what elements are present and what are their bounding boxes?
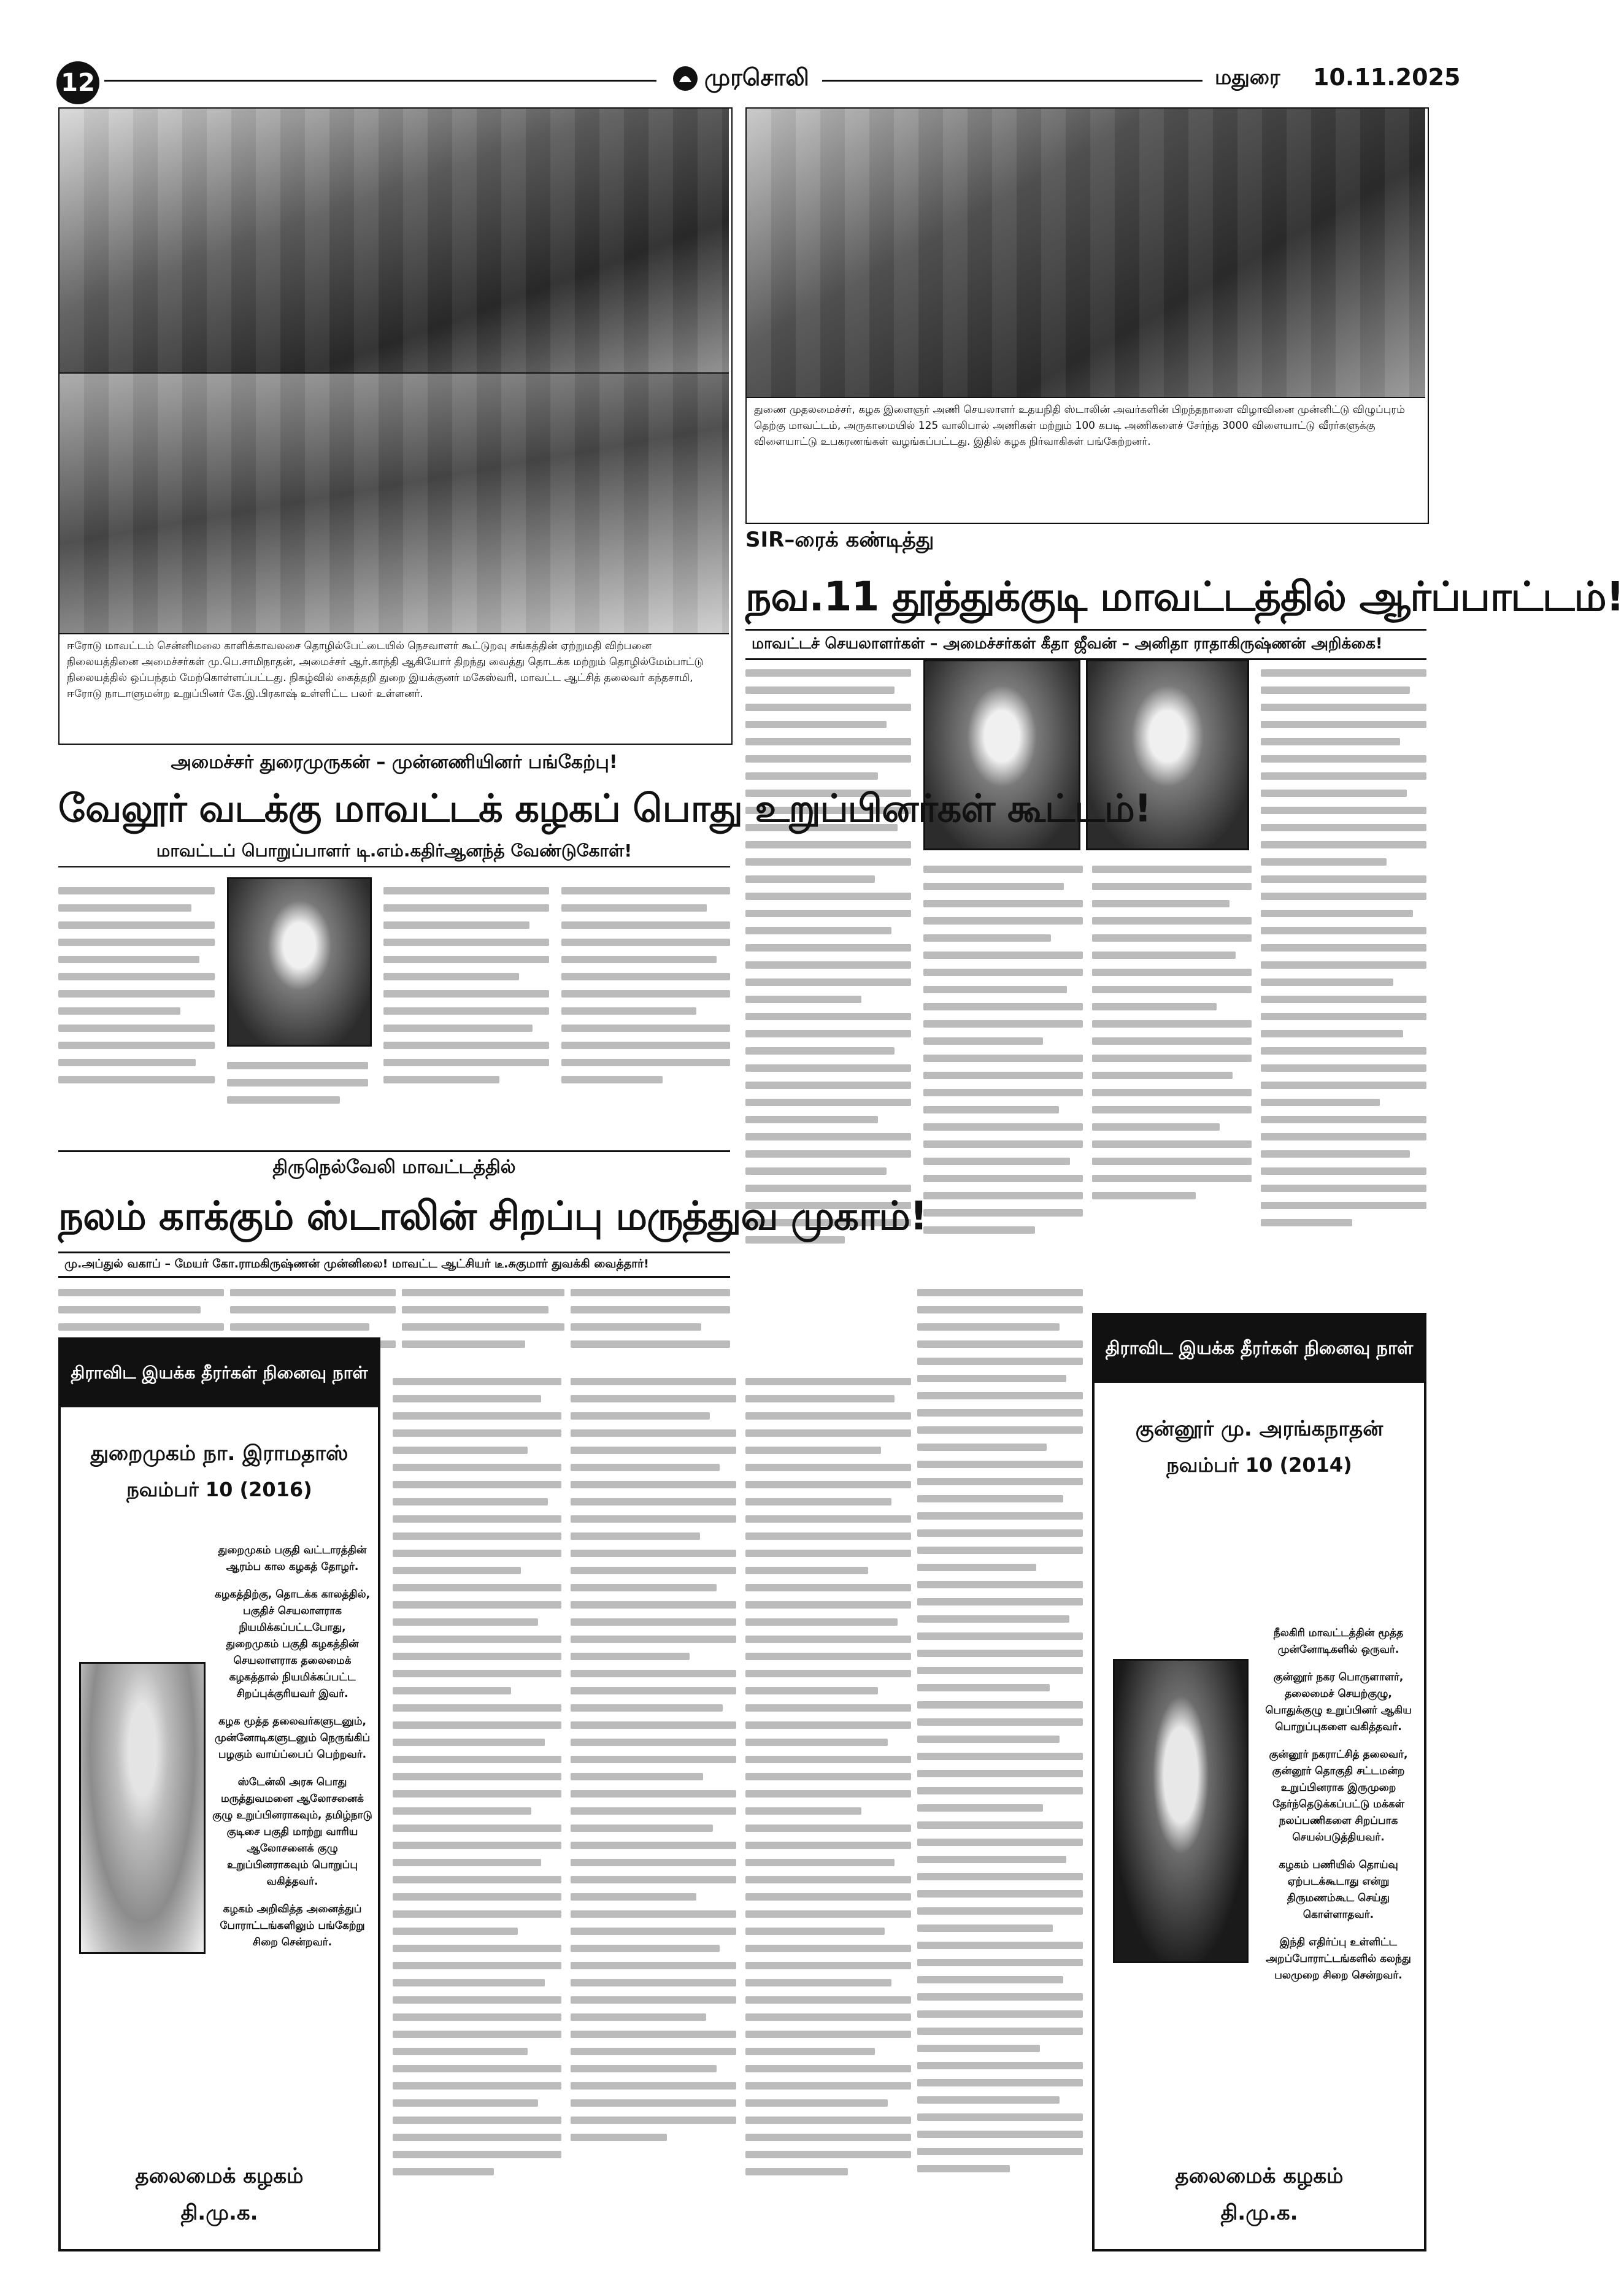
caption-top-right: துணை முதலமைச்சர், கழக இளைஞர் அணி செயலாளர் உதயநிதி ஸ்டாலின் அவர்களின் பிறந்தநாளை விழாவினை முன்னிட்டு விழுப்புரம் தெற்கு மாவட்டம், அருகாமையில் 125 வாலிபால் அணிகள் மற்றும் 100 கபடி அணிகளைச் சேர்ந்த 3000 விளையாட்டு வீரர்களுக்கு விளையாட்டு உபகரணங்கள் வழங்கப்பட்டது. இதில் கழக நிர்வாகிகள் பங்கேற்றனர். — [747, 397, 1425, 520]
ad-right-sign-2: தி.மு.க. — [1220, 2201, 1298, 2225]
ad-right-bullet-1: நீலகிரி மாவட்டத்தின் மூத்த முன்னோடிகளில் ஒருவர். — [1273, 1627, 1404, 1656]
sir-kicker: SIR–ரைக் கண்டித்து — [745, 528, 934, 552]
ad-right-band: திராவிட இயக்க தீரர்கள் நினைவு நாள் — [1095, 1315, 1424, 1383]
ad-right-portrait — [1113, 1659, 1249, 1963]
sir-column-2 — [923, 856, 1083, 1279]
page-number: 12 — [56, 61, 99, 104]
ad-left-bullet-2: கழகத்திற்கு, தொடக்க காலத்தில், பகுதிச் செயலாளராக நியமிக்கப்பட்டபோது, துறைமுகம் பகுதி கழகத்தின் செயலாளராக தலைமைக் கழகத்தால் நியமிக்கப்பட்ட சிறப்புக்குரியவர் இவர். — [214, 1588, 371, 1700]
ad-left-bullet-1: துறைமுகம் பகுதி வட்டாரத்தின் ஆரம்ப கால கழகத் தோழர். — [218, 1544, 367, 1573]
ad-left-sign-1: தலைமைக் கழகம் — [135, 2164, 304, 2188]
tirunelveli-column-3 — [402, 1279, 564, 1359]
memorial-ad-left — [58, 1337, 380, 2251]
paper-logo-icon — [672, 65, 699, 92]
ad-left-bullet-5: கழகம் அறிவித்த அனைத்துப் போராட்டங்களிலும் பங்கேற்று சிறை சென்றவர். — [220, 1903, 365, 1948]
ad-left-bullet-3: கழக மூத்த தலைவர்களுடனும், முன்னோடிகளுடனும் நெருங்கிப் பழகும் வாய்ப்பைப் பெற்றவர். — [214, 1715, 371, 1761]
masthead-rule — [104, 80, 656, 82]
ad-right-bullets — [1257, 1625, 1420, 1995]
center-column-3 — [745, 1368, 911, 2251]
city-name: மதுரை — [1215, 65, 1280, 90]
tirunelveli-subhead: மு.அப்துல் வகாப் – மேயர் கோ.ராமகிருஷ்ணன் முன்னிலை! மாவட்ட ஆட்சியர் டீ.சுகுமார் துவக்கி வைத்தார்! — [58, 1252, 730, 1278]
photo-ribbon-cutting — [60, 109, 729, 372]
top-left-photo-block — [58, 107, 733, 745]
vellore-subhead: மாவட்டப் பொறுப்பாளர் டி.எம்.கதிர்ஆனந்த் வேண்டுகோள்! — [156, 840, 633, 861]
ad-right-sign-1: தலைமைக் கழகம் — [1175, 2164, 1344, 2188]
sir-column-4 — [1261, 659, 1426, 1279]
paper-name: முரசொலி — [704, 64, 809, 91]
ad-right-date: நவம்பர் 10 (2014) — [1166, 1453, 1352, 1477]
tirunelveli-headline: நலம் காக்கும் ஸ்டாலின் சிறப்பு மருத்துவ முகாம்! — [58, 1194, 928, 1239]
center-column-4 — [917, 1279, 1083, 2251]
vellore-kicker: அமைச்சர் துரைமுருகன் – முன்னணியினர் பங்கேற்பு! — [171, 752, 618, 773]
ad-right-bullet-4: கழகம் பணியில் தொய்வு ஏற்படக்கூடாது என்று திருமணம்கூட செய்து கொள்ளாதவர். — [1279, 1859, 1398, 1921]
sir-column-3 — [1092, 856, 1252, 1279]
vellore-column-3 — [383, 877, 549, 1135]
vellore-headline: வேலூர் வடக்கு மாவட்டக் கழகப் பொது உறுப்பினர்கள் கூட்டம்! — [58, 786, 1151, 831]
ad-right-bullet-2: குன்னூர் நகர பொருளாளர், தலைமைச் செயற்குழு, பொதுக்குழு உறுப்பினர் ஆகிய பொறுப்புகளை வகித்தவர். — [1265, 1671, 1412, 1733]
caption-top-left: ஈரோடு மாவட்டம் சென்னிமலை காளிக்காவலசை தொழில்பேட்டையில் நெசவாளர் கூட்டுறவு சங்கத்தின் ஏற்றுமதி விற்பனை நிலையத்தினை அமைச்சர்கள் மு.பெ.சாமிநாதன், அமைச்சர் ஆர்.காந்தி ஆகியோர் திறந்து வைத்து தொடக்க மற்றும் தொழில்மேம்பாட்டு நிலையத்தில் ஒப்பந்தம் மேற்கொள்ளப்பட்டது. நிகழ்வில் கைத்தறி துறை இயக்குனர் மகேஸ்வரி, மாவட்ட ஆட்சித் தலைவர் கந்தசாமி, ஈரோடு நாடாளுமன்ற உறுப்பினர் கே.இ.பிரகாஷ் உள்ளிட்ட பலர் உள்ளனர். — [60, 633, 729, 741]
ad-left-bullet-4: ஸ்டேன்லி அரசு பொது மருத்துவமனை ஆலோசனைக் குழு உறுப்பினராகவும், தமிழ்நாடு குடிசை பகுதி மாற்று வாரிய ஆலோசனைக் குழு உறுப்பினராகவும் பொறுப்பு வகித்தவர். — [212, 1776, 372, 1888]
portrait-kathir-anand — [227, 877, 372, 1047]
masthead-rule-right — [822, 80, 1203, 82]
vellore-rule — [58, 866, 730, 867]
top-right-photo-block — [745, 107, 1429, 524]
ad-left-bullets — [211, 1542, 374, 1962]
ad-left-date: நவம்பர் 10 (2016) — [126, 1478, 312, 1501]
tirunelveli-column-4 — [571, 1279, 730, 1359]
ad-left-sign-2: தி.மு.க. — [180, 2201, 258, 2225]
sir-headline: நவ.11 தூத்துக்குடி மாவட்டத்தில் ஆர்ப்பாட்டம்! — [745, 573, 1624, 620]
ad-right-bullet-5: இந்தி எதிர்ப்பு உள்ளிட்ட அறப்போராட்டங்களில் கலந்து பலமுறை சிறை சென்றவர். — [1266, 1936, 1411, 1982]
issue-date: 10.11.2025 — [1313, 64, 1461, 91]
memorial-ad-right — [1092, 1313, 1426, 2251]
photo-sports-kit — [747, 109, 1425, 397]
center-column-2 — [571, 1368, 736, 2251]
tirunelveli-rule-top — [58, 1150, 730, 1152]
sir-column-1 — [745, 659, 911, 1279]
vellore-column-1 — [58, 877, 215, 1135]
ad-right-bullet-3: குன்னூர் நகராட்சித் தலைவர், குன்னூர் தொகுதி சட்டமன்ற உறுப்பினராக இருமுறை தேர்ந்தெடுக்கப்பட்டு மக்கள் நலப்பணிகளை சிறப்பாக செயல்படுத்தியவர். — [1269, 1748, 1408, 1844]
vellore-column-4 — [561, 877, 730, 1135]
ad-left-portrait — [79, 1662, 206, 1954]
sir-subhead: மாவட்டச் செயலாளர்கள் – அமைச்சர்கள் கீதா ஜீவன் – அனிதா ராதாகிருஷ்ணன் அறிக்கை! — [745, 629, 1426, 660]
tirunelveli-kicker: திருநெல்வேலி மாவட்டத்தில் — [272, 1156, 516, 1178]
photo-mou-handover — [60, 372, 729, 634]
center-column-1 — [393, 1368, 561, 2251]
ad-left-band: திராவிட இயக்க தீரர்கள் நினைவு நாள் — [61, 1340, 378, 1407]
ad-right-name: குன்னூர் மு. அரங்கநாதன் — [1135, 1417, 1383, 1441]
vellore-column-2 — [227, 1052, 368, 1135]
ad-left-name: துறைமுகம் நா. இராமதாஸ் — [90, 1441, 348, 1466]
